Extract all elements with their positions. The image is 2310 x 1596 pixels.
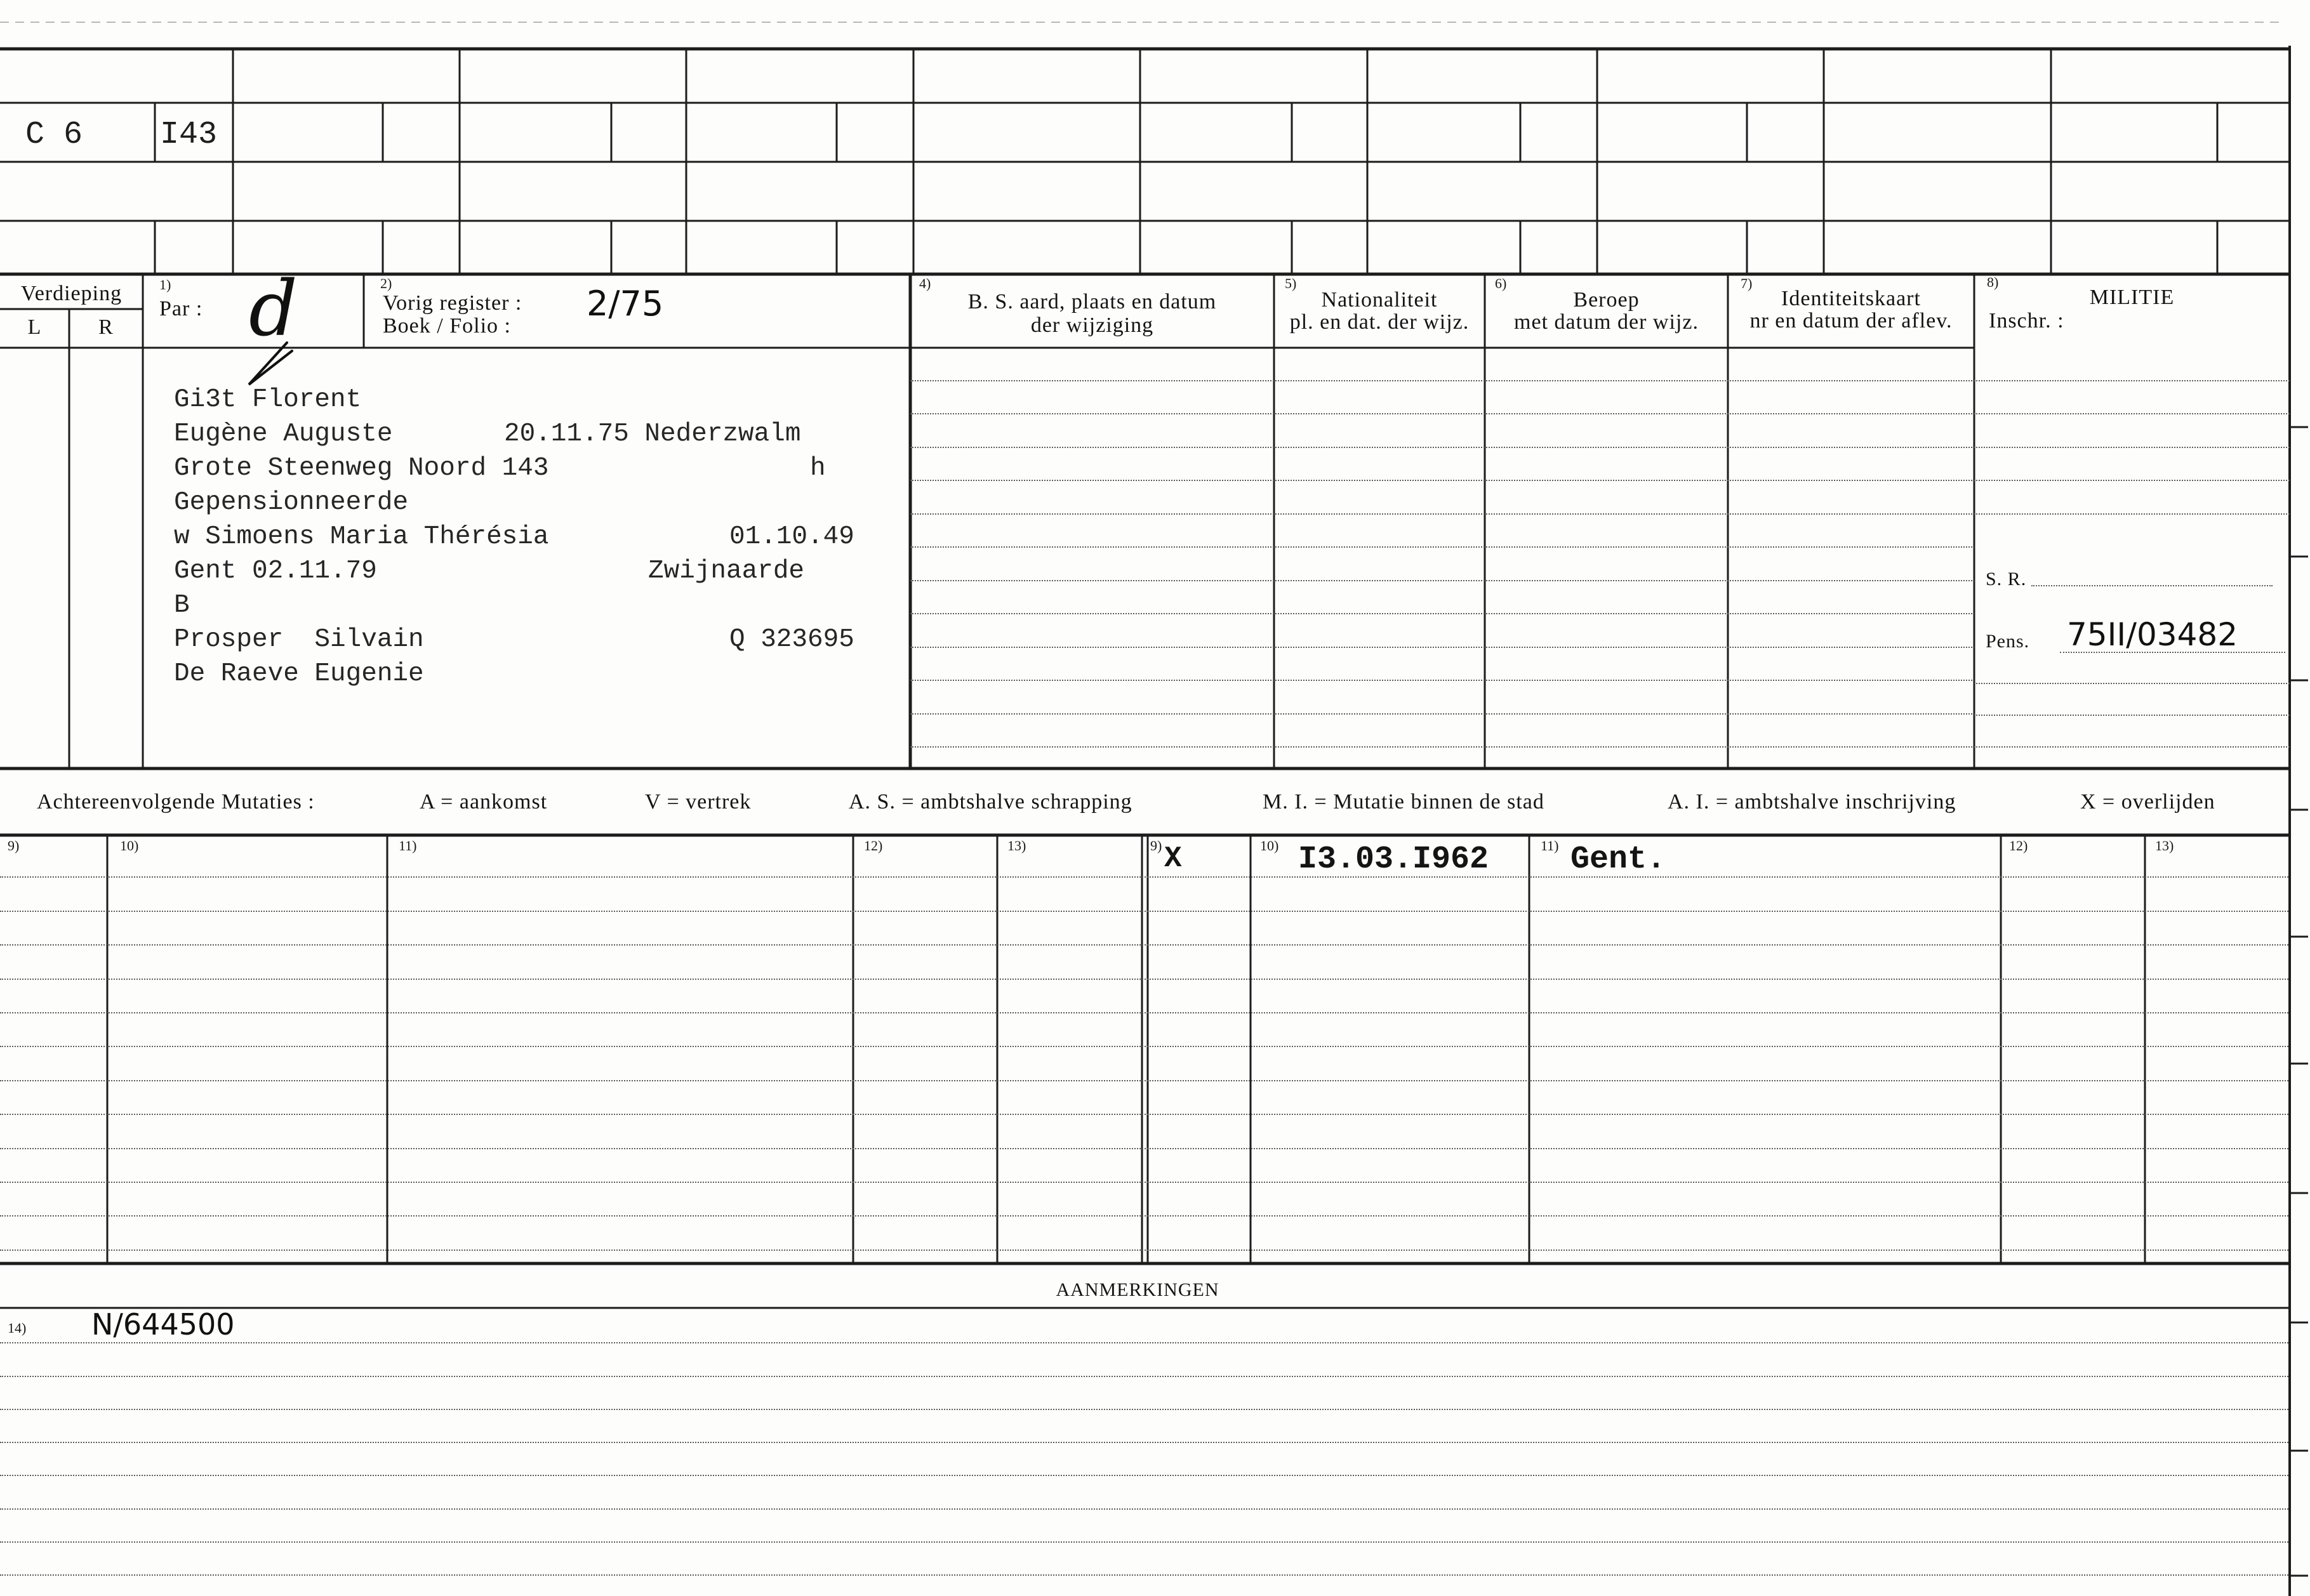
par-signature: d — [249, 265, 298, 353]
verdieping-right-label: R — [98, 315, 114, 339]
mutation-right-col-11: 11) — [1541, 838, 1559, 854]
ruled-line — [0, 1543, 2288, 1576]
beroep-field-number: 6) — [1495, 275, 1507, 291]
remarks-value: N/644500 — [91, 1307, 235, 1342]
vorig-register-label: Vorig register : — [383, 291, 522, 315]
person-line-firstnames: Eugène Auguste — [174, 419, 393, 449]
person-line-name: Gi3t Florent — [174, 385, 362, 414]
mutation-entry-place: Gent. — [1570, 841, 1666, 878]
militie-pens-label: Pens. — [1986, 631, 2030, 652]
mutation-entry-type: X — [1164, 842, 1182, 875]
nationaliteit-header-line1: Nationaliteit — [1321, 288, 1438, 312]
margin-tick-marks — [2291, 427, 2308, 1576]
sr-dotted-line — [2031, 585, 2273, 586]
ruled-line — [0, 1343, 2288, 1376]
mutations-legend-title: Achtereenvolgende Mutaties : — [37, 790, 315, 814]
militie-ruling-bottom — [1974, 652, 2290, 748]
verdieping-left-label: L — [27, 315, 42, 339]
legend-overlijden: X = overlijden — [2080, 790, 2215, 814]
ruled-line — [910, 648, 1974, 682]
ruled-line — [0, 878, 2288, 911]
ruled-line — [0, 912, 2288, 946]
mutation-left-col-13: 13) — [1007, 838, 1026, 854]
ruled-line — [910, 681, 1974, 715]
ruled-line — [0, 1410, 2288, 1443]
person-line-spouse: w Simoens Maria Thérésia — [174, 522, 549, 551]
ruled-line — [910, 548, 1974, 581]
nationaliteit-header-line2: pl. en dat. der wijz. — [1289, 310, 1470, 334]
ruled-line — [1974, 348, 2290, 381]
ruled-line — [1974, 381, 2290, 415]
mutation-table-ruling — [0, 841, 2288, 1251]
legend-aankomst: A = aankomst — [420, 790, 548, 814]
ruled-line — [0, 1476, 2288, 1509]
person-address-mark: h — [810, 454, 826, 483]
ruled-line — [0, 946, 2288, 979]
ruled-line — [1974, 414, 2290, 448]
mutation-left-col-9: 9) — [8, 838, 20, 854]
legend-vertrek: V = vertrek — [645, 790, 752, 814]
person-line-father: Prosper Silvain — [174, 625, 424, 654]
identiteit-header-line2: nr en datum der aflev. — [1749, 309, 1953, 333]
person-line-mother: De Raeve Eugenie — [174, 659, 424, 689]
ruled-line — [0, 1377, 2288, 1410]
ruled-line — [0, 1307, 2288, 1343]
ruled-line — [1974, 716, 2290, 748]
ruled-line — [0, 1149, 2288, 1183]
legend-mutatie-binnen-stad: M. I. = Mutatie binnen de stad — [1263, 790, 1544, 814]
bs-field-number: 4) — [919, 275, 931, 291]
nationaliteit-field-number: 5) — [1285, 275, 1297, 291]
beroep-header-line2: met datum der wijz. — [1514, 310, 1699, 334]
legend-ambtshalve-schrapping: A. S. = ambtshalve schrapping — [849, 790, 1132, 814]
person-line-occupation: Gepensionneerde — [174, 488, 409, 517]
person-line-nationality: B — [174, 591, 190, 620]
ruled-line — [910, 481, 1974, 515]
card-code-left: C 6 — [25, 117, 83, 153]
mutation-left-col-10: 10) — [120, 838, 139, 854]
ruled-line — [0, 841, 2288, 878]
ruled-line — [0, 1183, 2288, 1217]
person-marriage-place: Zwijnaarde — [648, 557, 805, 586]
identiteit-header-line1: Identiteitskaart — [1781, 287, 1921, 310]
ruled-line — [0, 1115, 2288, 1149]
militie-header: MILITIE — [2089, 286, 2175, 309]
ruled-line — [910, 448, 1974, 482]
ruled-line — [0, 1443, 2288, 1476]
militie-ruling-top — [1974, 348, 2290, 515]
mutation-left-col-12: 12) — [864, 838, 883, 854]
mutation-entry-date: I3.03.I962 — [1298, 841, 1489, 878]
verdieping-header: Verdieping — [20, 282, 123, 305]
ruled-line — [1974, 481, 2290, 515]
mutation-right-col-10: 10) — [1260, 838, 1279, 854]
mutation-right-col-12: 12) — [2009, 838, 2028, 854]
ruled-line — [1974, 448, 2290, 482]
par-field-number: 1) — [159, 277, 171, 293]
card-code-right: I43 — [160, 117, 218, 153]
ruled-line — [910, 715, 1974, 748]
remarks-title: AANMERKINGEN — [1056, 1279, 1219, 1300]
ruled-line — [0, 1013, 2288, 1047]
mutation-left-col-11: 11) — [399, 838, 417, 854]
par-label: Par : — [159, 297, 203, 320]
mutation-right-col-9: 9) — [1150, 838, 1162, 854]
person-birth-date-place: 20.11.75 Nederzwalm — [504, 419, 801, 449]
bs-header-line2: der wijziging — [1030, 313, 1154, 337]
change-columns-ruling — [910, 348, 1974, 748]
beroep-header-line1: Beroep — [1573, 288, 1640, 312]
top-grid-sub-lines — [155, 103, 2217, 274]
legend-ambtshalve-inschrijving: A. I. = ambtshalve inschrijving — [1668, 790, 1956, 814]
ruled-line — [910, 348, 1974, 381]
militie-pens-value: 75II/03482 — [2067, 616, 2238, 653]
person-line-marriage: Gent 02.11.79 — [174, 557, 377, 586]
person-line-address: Grote Steenweg Noord 143 — [174, 454, 549, 483]
ruled-line — [910, 414, 1974, 448]
identiteit-field-number: 7) — [1741, 275, 1753, 291]
ruled-line — [1974, 652, 2290, 684]
ruled-line — [0, 980, 2288, 1013]
militie-field-number: 8) — [1987, 274, 1999, 290]
ruled-line — [910, 515, 1974, 548]
ruled-line — [910, 614, 1974, 648]
boek-folio-label: Boek / Folio : — [383, 314, 511, 338]
militie-inschr-label: Inschr. : — [1989, 309, 2064, 333]
ruled-line — [0, 1217, 2288, 1250]
remarks-field-number: 14) — [8, 1320, 27, 1336]
militie-sr-label: S. R. — [1986, 569, 2027, 590]
ruled-line — [0, 1047, 2288, 1081]
ruled-line — [1974, 684, 2290, 716]
ruled-line — [0, 1081, 2288, 1115]
ruled-line — [0, 1510, 2288, 1543]
ruled-line — [910, 581, 1974, 615]
mutation-right-col-13: 13) — [2155, 838, 2174, 854]
ruled-line — [910, 381, 1974, 415]
person-spouse-date: 01.10.49 — [729, 522, 854, 551]
vorig-field-number: 2) — [380, 275, 392, 291]
bs-header-line1: B. S. aard, plaats en datum — [967, 290, 1217, 313]
remarks-ruling — [0, 1307, 2288, 1576]
vorig-register-value: 2/75 — [587, 284, 664, 324]
person-id-number: Q 323695 — [729, 625, 854, 654]
